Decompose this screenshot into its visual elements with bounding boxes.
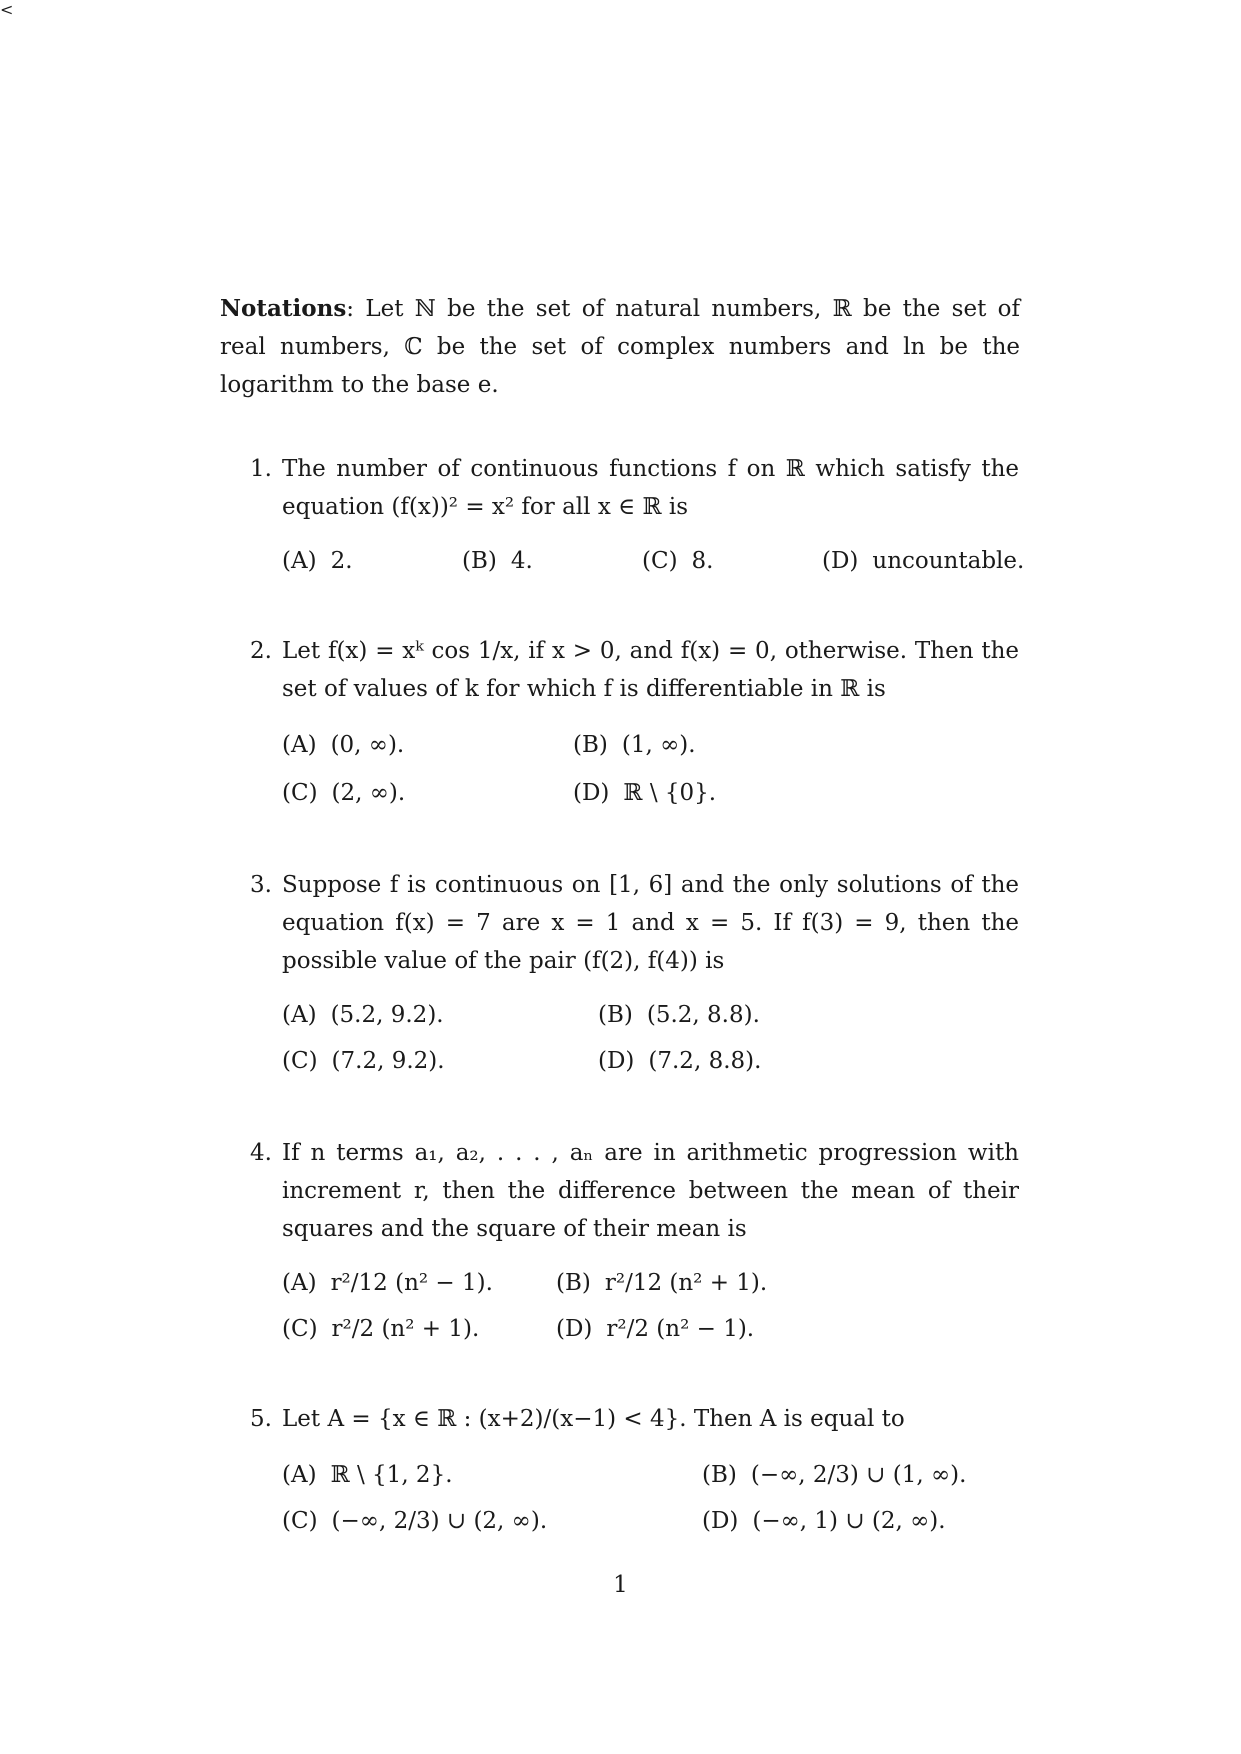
question-number: 1. (250, 456, 272, 482)
option (282, 774, 405, 812)
notations-paragraph (220, 290, 1020, 404)
option-label: (D) (822, 548, 859, 574)
option (282, 542, 353, 580)
option-value: r²/2 (n² − 1). (606, 1316, 755, 1342)
option-value: 2. (330, 548, 353, 574)
question-text: Let f(x) = xᵏ cos 1/x, if x > 0, and f(x) = 0, otherwise. Then the set of values of k for which f is differentiable in ℝ is (282, 638, 1019, 702)
question-number: 4. (250, 1140, 272, 1166)
option-value: (5.2, 8.8). (646, 1002, 760, 1028)
option-label: (A) (282, 548, 317, 574)
option (702, 1456, 966, 1494)
option-label: (C) (282, 1508, 318, 1534)
option (282, 726, 404, 764)
option-label: (C) (642, 548, 678, 574)
option-value: (7.2, 9.2). (331, 1048, 445, 1074)
option-value: (−∞, 2/3) ∪ (1, ∞). (750, 1462, 967, 1488)
page-number: 1 (613, 1572, 628, 1598)
option-value: 4. (510, 548, 533, 574)
option (282, 996, 444, 1034)
option-label: (D) (598, 1048, 635, 1074)
option (282, 1264, 493, 1302)
option (573, 774, 716, 812)
option (282, 1502, 547, 1540)
option-value: (−∞, 1) ∪ (2, ∞). (752, 1508, 946, 1534)
option-label: (C) (282, 1048, 318, 1074)
option-label: (B) (573, 732, 608, 758)
option-value: (7.2, 8.8). (648, 1048, 762, 1074)
option-label: (B) (598, 1002, 633, 1028)
option (573, 726, 696, 764)
option-label: (D) (702, 1508, 739, 1534)
option (282, 1310, 479, 1348)
question-text: If n terms a₁, a₂, . . . , aₙ are in arithmetic progression with increment r, then the difference between the mean of their squares and the square of their mean is (282, 1140, 1019, 1242)
option-value: r²/12 (n² − 1). (330, 1270, 493, 1296)
option (642, 542, 714, 580)
option (462, 542, 533, 580)
option-value: (1, ∞). (621, 732, 696, 758)
option-label: (A) (282, 1270, 317, 1296)
option-value: ℝ \ {1, 2}. (330, 1462, 453, 1488)
option-value: ℝ \ {0}. (623, 780, 717, 806)
question-text: Suppose f is continuous on [1, 6] and the only solutions of the equation f(x) = 7 are x = 1 and x = 5. If f(3) = 9, then the possible value of the pair (f(2), f(4)) is (282, 872, 1019, 974)
option-label: (A) (282, 1462, 317, 1488)
option-label: (D) (573, 780, 610, 806)
exam-page: Notations: Let ℕ be the set of natural numbers, ℝ be the set of real numbers, ℂ be the set of complex numbers and ln be the logarithm to the base e. 1. The number of continuous functions f on ℝ which satisfy the equation (f(x))² = x² for all x ∈ ℝ is (A) 2. (B) 4. (C) 8. (D) uncountable. 2. Let f(x) = xᵏ cos 1/x, if x > 0, and f(x) = 0, otherwise. Then the set of values of k for which f is differentiable in ℝ is (A) (0, ∞). (B) (1, ∞). (C) (2, ∞). (D) ℝ \ {0}. 3. Suppose f is continuous on [1, 6] and the only solutions of the equation f(x) = 7 are x = 1 and x = 5. If f(3) = 9, then the possible value of the pair (f(2), f(4)) is (A) (5.2, 9.2). (B) (5.2, 8.8). (C) (7.2, 9.2). (D) (7.2, 8.8). < 4. If n terms a₁, a₂, . . . , aₙ are in arithmetic progression with increment r, then the difference between the mean of their squares and the square of their mean is (A) r²/12 (n² − 1). (B) r²/12 (n² + 1). (C) r²/2 (n² + 1). (D) r²/2 (n² − 1). 5. Let A = {x ∈ ℝ : (x+2)/(x−1) < 4}. Then A is equal to (A) ℝ \ {1, 2}. (B) (−∞, 2/3) ∪ (1, ∞). (C) (−∞, 2/3) ∪ (2, ∞). (D) (−∞, 1) ∪ (2, ∞). 1 (0, 0, 1241, 1754)
option (282, 1456, 453, 1494)
option (556, 1264, 767, 1302)
question-number: 2. (250, 638, 272, 664)
question-text: Let A = {x ∈ ℝ : (x+2)/(x−1) < 4}. Then A is equal to (282, 1406, 905, 1432)
option-label: (C) (282, 780, 318, 806)
option (282, 1042, 445, 1080)
option-label: (A) (282, 1002, 317, 1028)
option-value: 8. (691, 548, 714, 574)
option-label: (C) (282, 1316, 318, 1342)
option-label: (A) (282, 732, 317, 758)
option-value: uncountable. (872, 548, 1025, 574)
option-value: r²/12 (n² + 1). (604, 1270, 768, 1296)
question-number: 3. (250, 872, 272, 898)
option-value: (0, ∞). (330, 732, 405, 758)
notations-text: : Let ℕ be the set of natural numbers, ℝ be the set of real numbers, ℂ be the set of complex numbers and ln be the logarithm to the base e. (220, 296, 1020, 398)
option-value: (5.2, 9.2). (330, 1002, 444, 1028)
option-label: (B) (462, 548, 497, 574)
option (702, 1502, 946, 1540)
option-value: (−∞, 2/3) ∪ (2, ∞). (331, 1508, 548, 1534)
question-number: 5. (250, 1406, 272, 1432)
option (556, 1310, 754, 1348)
option-value: r²/2 (n² + 1). (331, 1316, 480, 1342)
notations-heading: Notations (220, 295, 347, 322)
question-text: The number of continuous functions f on ℝ which satisfy the equation (f(x))² = x² for all x ∈ ℝ is (282, 456, 1019, 520)
option-label: (D) (556, 1316, 593, 1342)
option (598, 1042, 761, 1080)
option-label: (B) (702, 1462, 737, 1488)
option (822, 542, 1024, 580)
option-label: (B) (556, 1270, 591, 1296)
option-value: (2, ∞). (331, 780, 406, 806)
option (598, 996, 760, 1034)
